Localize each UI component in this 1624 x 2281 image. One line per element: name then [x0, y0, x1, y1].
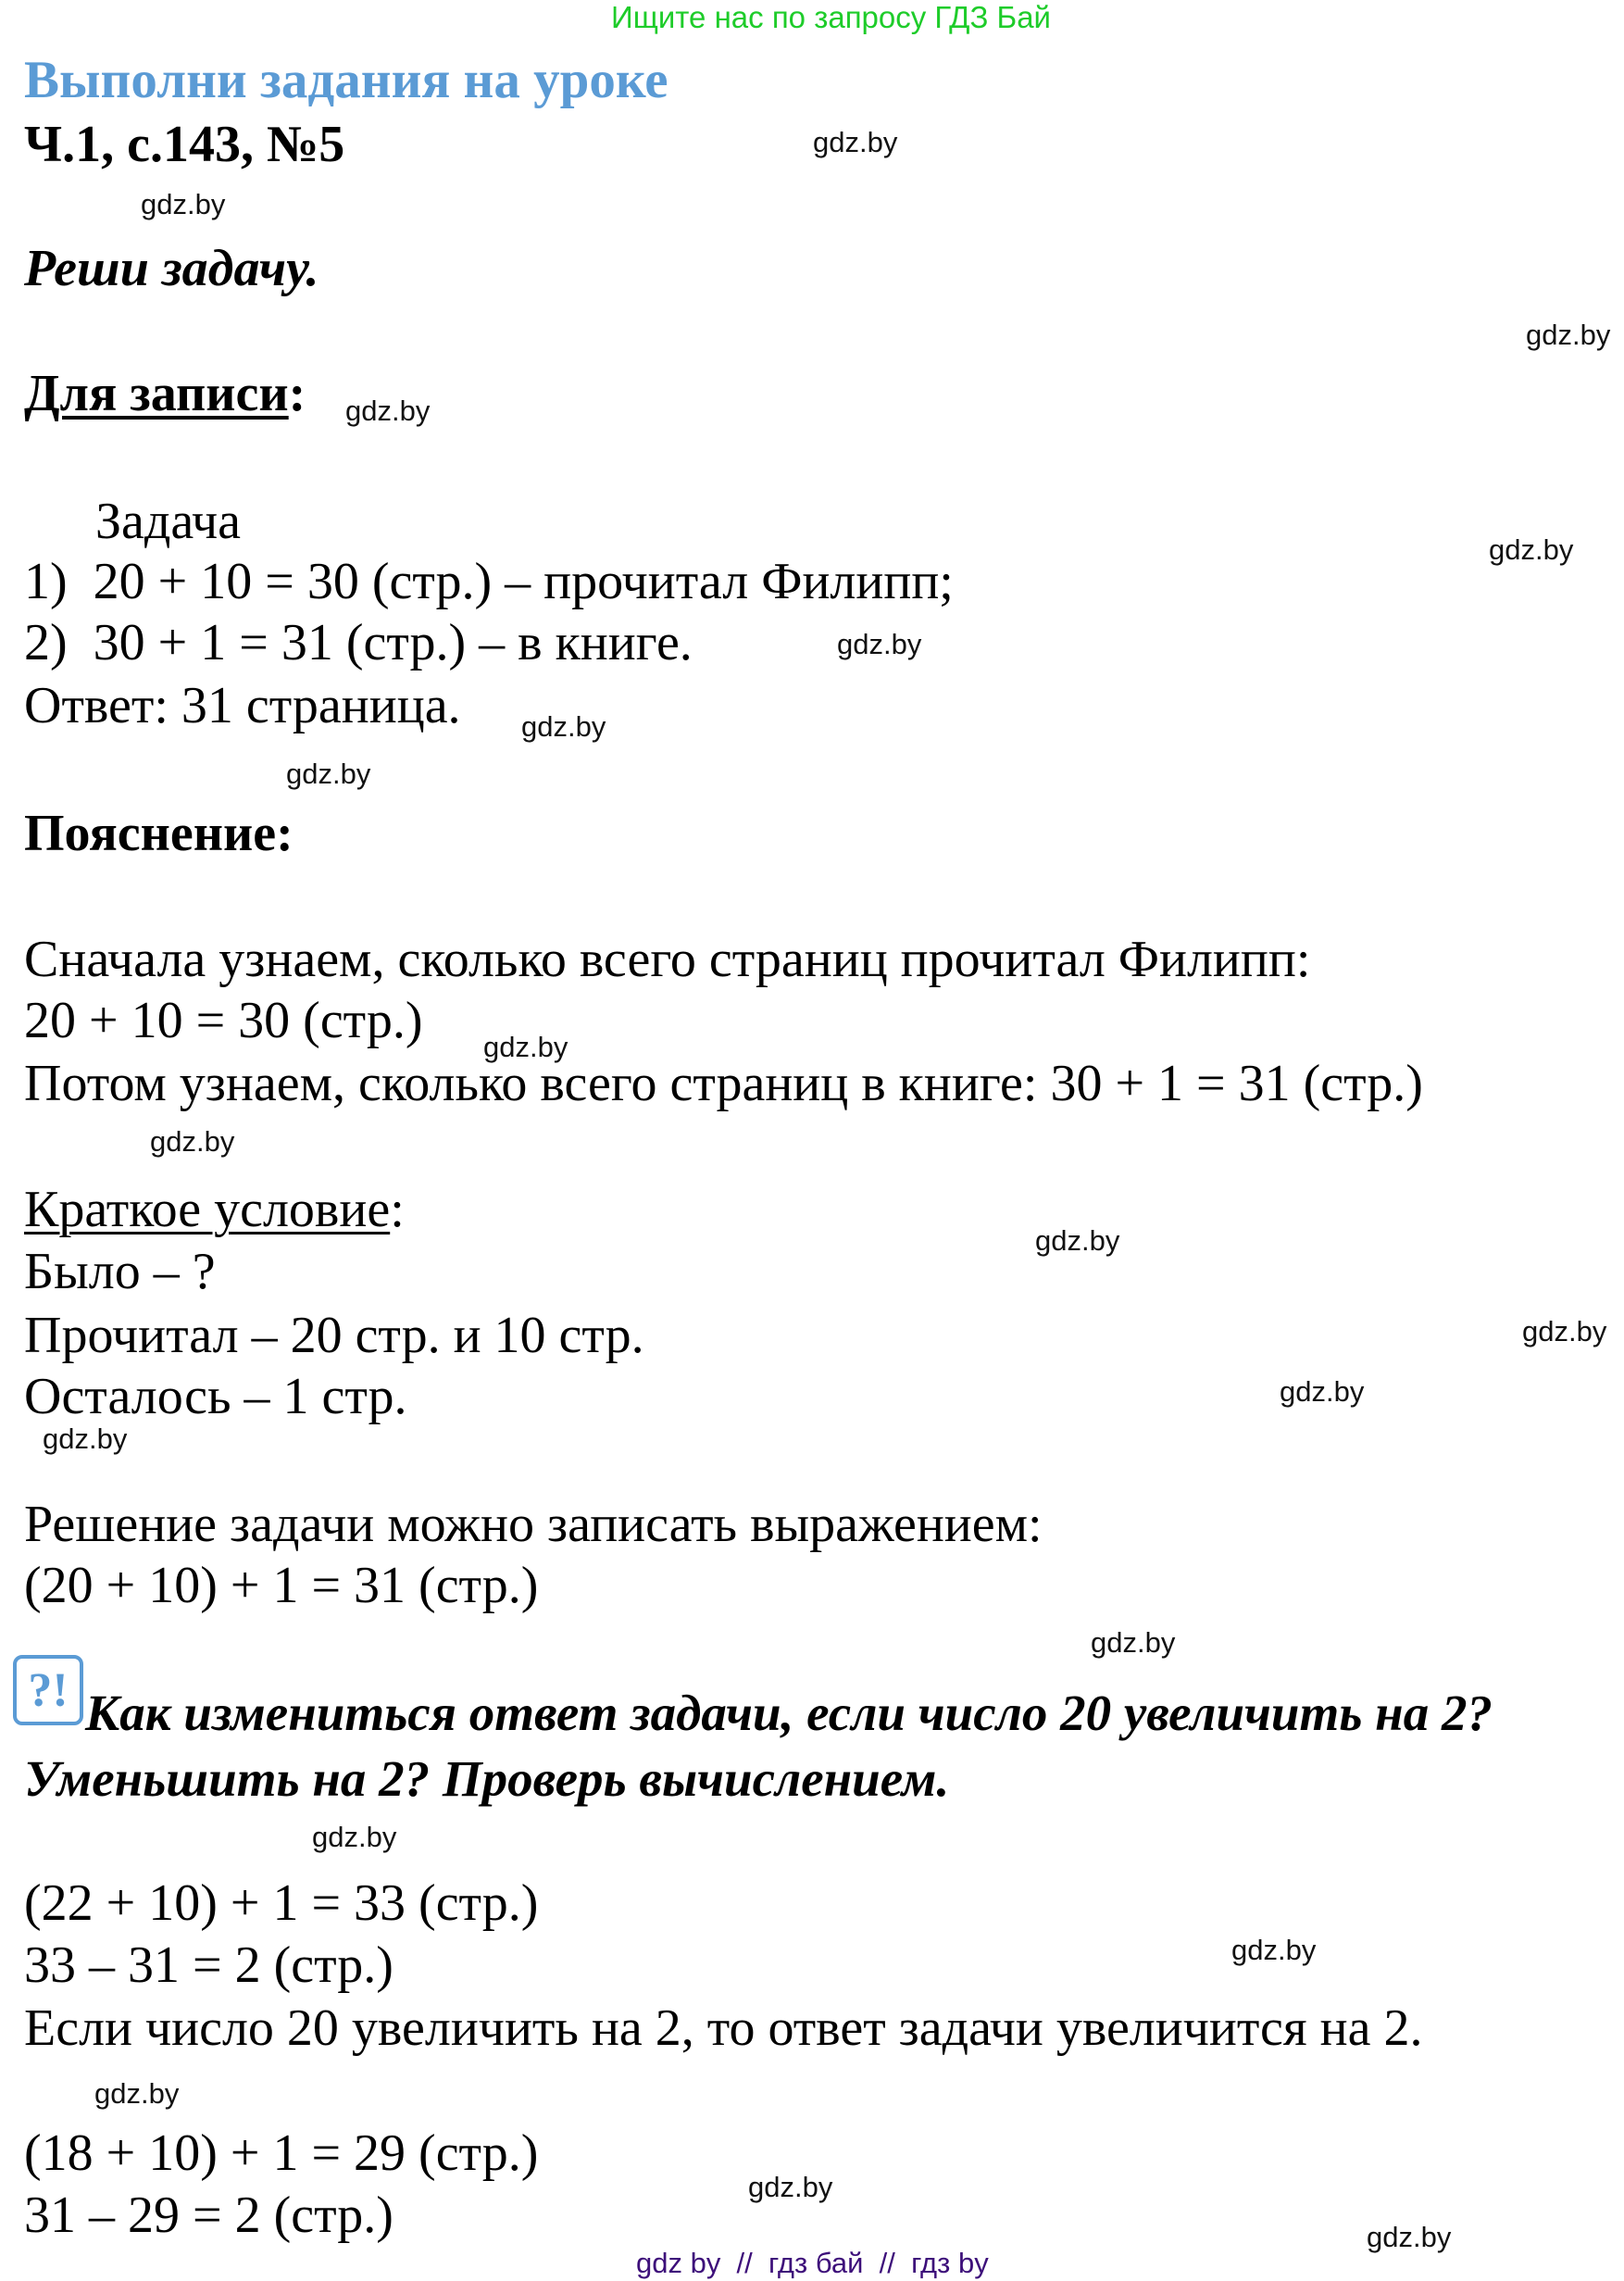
extra-question-line-2: Уменьшить на 2? Проверь вычислением. — [24, 1750, 950, 1807]
search-banner: Ищите нас по запросу ГДЗ Бай — [611, 0, 1051, 34]
question-exclamation-icon: ?! — [28, 1663, 69, 1717]
short-condition-text: Краткое условие — [24, 1181, 391, 1238]
watermark: gdz.by — [483, 1031, 568, 1063]
short-condition-line-1: Было – ? — [24, 1243, 216, 1300]
question-exclamation-badge — [13, 1655, 83, 1725]
watermark: gdz.by — [1231, 1934, 1317, 1966]
explanation-line-2: 20 + 10 = 30 (стр.) — [24, 992, 423, 1049]
watermark: gdz.by — [1522, 1315, 1607, 1347]
watermark: gdz.by — [1280, 1375, 1365, 1408]
solution-step-2: 2) 30 + 1 = 31 (стр.) – в книге. — [24, 614, 693, 671]
watermark: gdz.by — [813, 126, 898, 158]
watermark: gdz.by — [345, 395, 431, 427]
watermark: gdz.by — [837, 628, 922, 660]
short-condition-line-3: Осталось – 1 стр. — [24, 1368, 407, 1425]
watermark: gdz.by — [312, 1821, 397, 1853]
task-prompt: Реши задачу. — [24, 240, 319, 297]
short-condition-line-2: Прочитал – 20 стр. и 10 стр. — [24, 1307, 644, 1364]
increase-line-2: 33 – 31 = 2 (стр.) — [24, 1936, 394, 1994]
watermark: gdz.by — [43, 1422, 128, 1455]
for-record-text: Для записи — [24, 365, 289, 422]
footer-links: gdz by // гдз бай // гдз by — [636, 2247, 989, 2279]
explanation-label: Пояснение: — [24, 805, 294, 862]
increase-line-3: Если число 20 увеличить на 2, то ответ задачи увеличится на 2. — [24, 1999, 1423, 2057]
solution-answer: Ответ: 31 страница. — [24, 677, 461, 734]
short-condition-label — [24, 1181, 405, 1238]
watermark: gdz.by — [521, 710, 606, 743]
watermark: gdz.by — [141, 188, 226, 220]
solution-step-1: 1) 20 + 10 = 30 (стр.) – прочитал Филипп; — [24, 553, 954, 610]
exercise-reference: Ч.1, с.143, №5 — [24, 116, 345, 173]
decrease-line-2: 31 – 29 = 2 (стр.) — [24, 2187, 394, 2244]
decrease-line-1: (18 + 10) + 1 = 29 (стр.) — [24, 2124, 539, 2182]
solution-heading: Задача — [95, 493, 242, 550]
watermark: gdz.by — [1091, 1626, 1176, 1659]
watermark: gdz.by — [150, 1125, 235, 1158]
for-record-colon: : — [288, 365, 306, 422]
watermark: gdz.by — [1489, 533, 1574, 566]
watermark: gdz.by — [1367, 2221, 1452, 2253]
extra-question-line-1: Как измениться ответ задачи, если число 20 увеличить на 2? — [85, 1685, 1493, 1741]
explanation-line-1: Сначала узнаем, сколько всего страниц прочитал Филипп: — [24, 931, 1311, 988]
explanation-line-3: Потом узнаем, сколько всего страниц в книге: 30 + 1 = 31 (стр.) — [24, 1055, 1423, 1112]
expression-intro: Решение задачи можно записать выражением: — [24, 1496, 1043, 1553]
short-condition-colon: : — [390, 1181, 405, 1238]
expression-formula: (20 + 10) + 1 = 31 (стр.) — [24, 1557, 539, 1614]
watermark: gdz.by — [94, 2077, 180, 2110]
watermark: gdz.by — [286, 758, 371, 790]
page-title: Выполни задания на уроке — [24, 51, 668, 109]
watermark: gdz.by — [1035, 1224, 1120, 1257]
for-record-label — [24, 365, 306, 422]
watermark: gdz.by — [1526, 319, 1611, 351]
increase-line-1: (22 + 10) + 1 = 33 (стр.) — [24, 1874, 539, 1932]
watermark: gdz.by — [748, 2171, 833, 2203]
